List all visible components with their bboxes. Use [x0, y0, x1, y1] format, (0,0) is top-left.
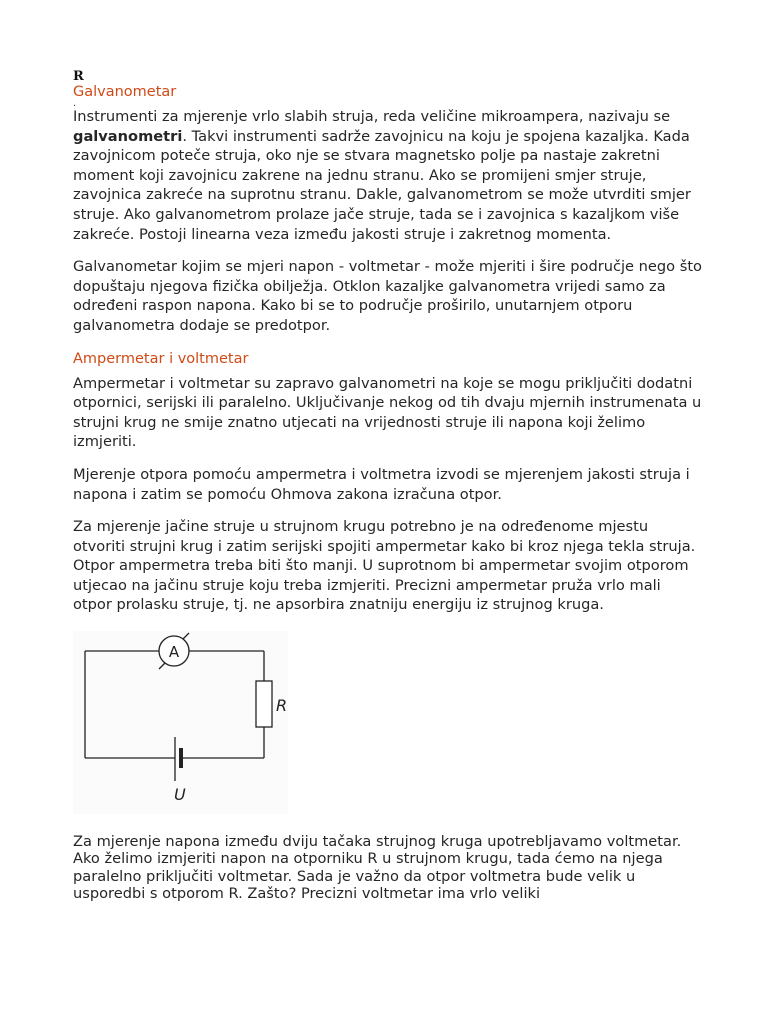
- paragraph-text: . Takvi instrumenti sadrže zavojnicu na koju je spojena kazaljka. Kada zavojnicom poteče struja, oko nje se stvara magnetsko polje pa nastaje zakretni moment koji zavojnicu zakrene na jednu stranu. Ako se promijeni smjer struje, zavojnica zakreće na suprotnu stranu. Dakle, galvanometrom se može utvrditi smjer struje. Ako galvanometrom prolaze jače struje, tada se i zavojnica s kazaljkom više zakreće. Postoji linearna veza između jakosti struje i zakretnog momenta.: [73, 127, 691, 243]
- paragraph-instruments: Ampermetar i voltmetar su zapravo galvanometri na koje se mogu priključiti dodatni otpornici, serijski ili paralelno. Uključivanje nekog od tih dvaju mjernih instrumenata u strujni krug ne smije znatno utjecati na vrijednosti struje ili napona koji želimo izmjeriti.: [73, 374, 702, 451]
- paragraph-text: Instrumenti za mjerenje vrlo slabih struja, reda veličine mikroampera, nazivaju se: [73, 108, 671, 125]
- resistor-label: R: [276, 696, 288, 716]
- stray-dot: .: [73, 98, 77, 109]
- heading-ampermetar-voltmetar: Ampermetar i voltmetar: [73, 350, 249, 367]
- bold-term-galvanometri: galvanometri: [73, 127, 183, 145]
- source-label: U: [174, 785, 186, 805]
- circuit-svg: [73, 631, 288, 814]
- resistor-icon: [256, 681, 272, 727]
- heading-galvanometar: Galvanometar: [73, 84, 177, 100]
- document-page: [73, 70, 703, 902]
- paragraph-voltage-measurement: Za mjerenje napona između dviju tačaka strujnog kruga upotrebljavamo voltmetar. Ako želimo izmjeriti napon na otporniku R u strujnom krugu, tada ćemo na njega paralelno priključiti voltmetar. Sada je važno da otpor voltmetra bude velik u usporedbi s otporom R. Zašto? Precizni voltmetar ima vrlo veliki: [73, 833, 682, 902]
- ammeter-needle-top: [183, 633, 189, 639]
- paragraph-resistance-measurement: Mjerenje otpora pomoću ampermetra i voltmetra izvodi se mjerenjem jakosti struja i napona i zatim se pomoću Ohmova zakona izračuna otpor.: [73, 465, 690, 503]
- paragraph-galvanometar-intro: [73, 107, 703, 244]
- paragraph-current-measurement: Za mjerenje jačine struje u strujnom krugu potrebno je na određenome mjestu otvoriti strujni krug i zatim serijski spojiti ampermetar kako bi kroz njega tekla struja. Otpor ampermetra treba biti što manji. U suprotnom bi ampermetar svojim otporom utjecao na jačinu struje koju treba izmjeriti. Precizni ampermetar pruža vrlo mali otpor prolasku struje, tj. ne apsorbira znatniju energiju iz strujnog kruga.: [73, 518, 696, 614]
- top-mark: R: [73, 69, 84, 84]
- circuit-diagram: [73, 631, 288, 814]
- paragraph-voltmetar: Galvanometar kojim se mjeri napon - voltmetar - može mjeriti i šire područje nego što dopuštaju njegova fizička obilježja. Otklon kazaljke galvanometra vrijedi samo za određeni raspon napona. Kako bi se to područje proširilo, unutarnjem otporu galvanometra dodaje se predotpor.: [73, 258, 702, 334]
- ammeter-needle-bottom: [159, 663, 165, 669]
- ammeter-label: A: [168, 643, 180, 662]
